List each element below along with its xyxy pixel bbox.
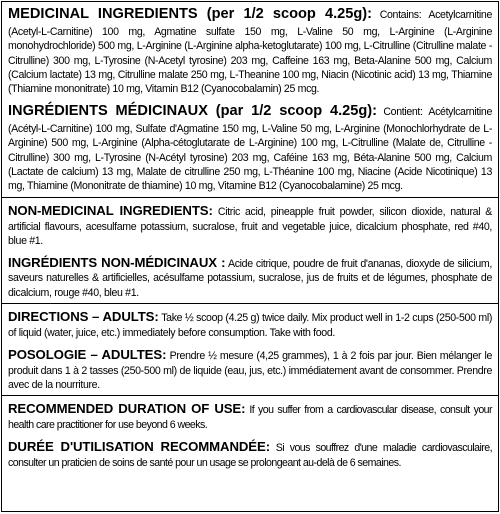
medicinal-ingredients-fr [8,102,492,194]
duration-section [2,396,498,511]
duration-text-fr: Si vous souffrez d'une maladie cardiovasculaire, consulter un praticien de soins de santé pour un usage se prolongeant au-delà de 6 semaines. [8,441,492,469]
directions-text-fr: Prendre ½ mesure (4,25 grammes), 1 à 2 fois par jour. Bien mélanger le produit dans 1 à 2 tasses (250-500 ml) de liquide (eau, jus, etc.) immédiatement avant de consommer. Prendre avec de la nourriture. [8,349,492,391]
duration-heading-fr: DURÉE D'UTILISATION RECOMMANDÉE: [8,438,270,454]
medicinal-ingredients-heading-fr: INGRÉDIENTS MÉDICINAUX (par 1/2 scoop 4.25g): [8,102,378,119]
duration-fr [8,438,492,470]
medicinal-ingredients-text-en: Contains: Acetylcarnitine (Acetyl-L-Carnitine) 100 mg, Agmatine sulfate 150 mg, L-Valine 50 mg, L-Arginine (L-Arginine monohydrochloride) 500 mg, L-Arginine (L-Arginine alpha-ketoglutarate) 100 mg, L-Citrulline (Citrulline malate - Citrulline) 300 mg, L-Tyrosine (N-Acetyl tyrosine) 203 mg, Caffeine 163 mg, Beta-Alanine 500 mg, Calcium (Calcium lactate) 13 mg, Citrulline malate 250 mg, L-Theanine 100 mg, Niacin (Nicotinic acid) 13 mg, Thiamine (Thiamine mononitrate) 10 mg, Vitamin B12 (Cyanocobalamin) 25 mcg. [8,9,493,96]
medicinal-ingredients-en [8,5,492,97]
directions-heading-en: DIRECTIONS – ADULTS: [8,309,159,325]
duration-heading-en: RECOMMENDED DURATION OF USE: [8,401,246,417]
non-medicinal-ingredients-fr [8,254,492,301]
non-medicinal-text-fr: Acide citrique, poudre de fruit d'ananas, dioxyde de silicium, saveurs naturelles & artificielles, acésulfame potassium, sucralose, jus de fruits et de légumes, phosphate de dicalcium, rouge #40, bleu #1. [8,257,492,299]
directions-heading-fr: POSOLOGIE – ADULTES: [8,346,167,362]
directions-en [8,308,492,340]
supplement-label [1,1,499,512]
non-medicinal-ingredients-en [8,202,492,249]
medicinal-ingredients-section [2,2,498,198]
non-medicinal-heading-fr: INGRÉDIENTS NON-MÉDICINAUX : [8,254,226,270]
medicinal-ingredients-heading-en: MEDICINAL INGREDIENTS (per 1/2 scoop 4.25g): [8,6,373,22]
non-medicinal-heading-en: NON-MEDICINAL INGREDIENTS: [8,202,213,218]
non-medicinal-ingredients-section [2,198,498,305]
directions-section [2,304,498,396]
directions-fr [8,346,492,393]
directions-text-en: Take ½ scoop (4.25 g) twice daily. Mix product well in 1-2 cups (250-500 ml) of liquid (water, juice, etc.) immediately before consumption. Take with food. [8,312,493,340]
non-medicinal-text-en: Citric acid, pineapple fruit powder, silicon dioxide, natural & artificial flavours, acesulfame potassium, sucralose, fruit and vegetable juice, dicalcium phosphate, red #40, blue #1. [8,205,493,248]
medicinal-ingredients-text-fr: Contient: Acétylcarnitine (Acétyl-L-Carnitine) 100 mg, Sulfate d'Agmatine 150 mg, L-Valine 50 mg, L-Arginine (Monochlorhydrate de L-Arginine) 500 mg, L-Arginine (Alpha-cétoglutarate de L-Arginine) 100 mg, L-Citrulline (Malate de, Citrulline - Citrulline) 300 mg, L-Tyrosine (N-Acétyl tyrosine) 203 mg, Caféine 163 mg, Béta-Alanine 500 mg, Calcium (Lactate de calcium) 13 mg, Malate de citrulline 250 mg, L-Théanine 100 mg, Niacine (Acide Nicotinique) 13 mg, Thiamine (Mononitrate de thiamine) 10 mg, Vitamine B12 (Cyanocobalamine) 25 mcg. [8,105,493,193]
duration-text-en: If you suffer from a cardiovascular disease, consult your health care practitioner for use beyond 6 weeks. [8,404,492,432]
duration-en [8,400,492,432]
